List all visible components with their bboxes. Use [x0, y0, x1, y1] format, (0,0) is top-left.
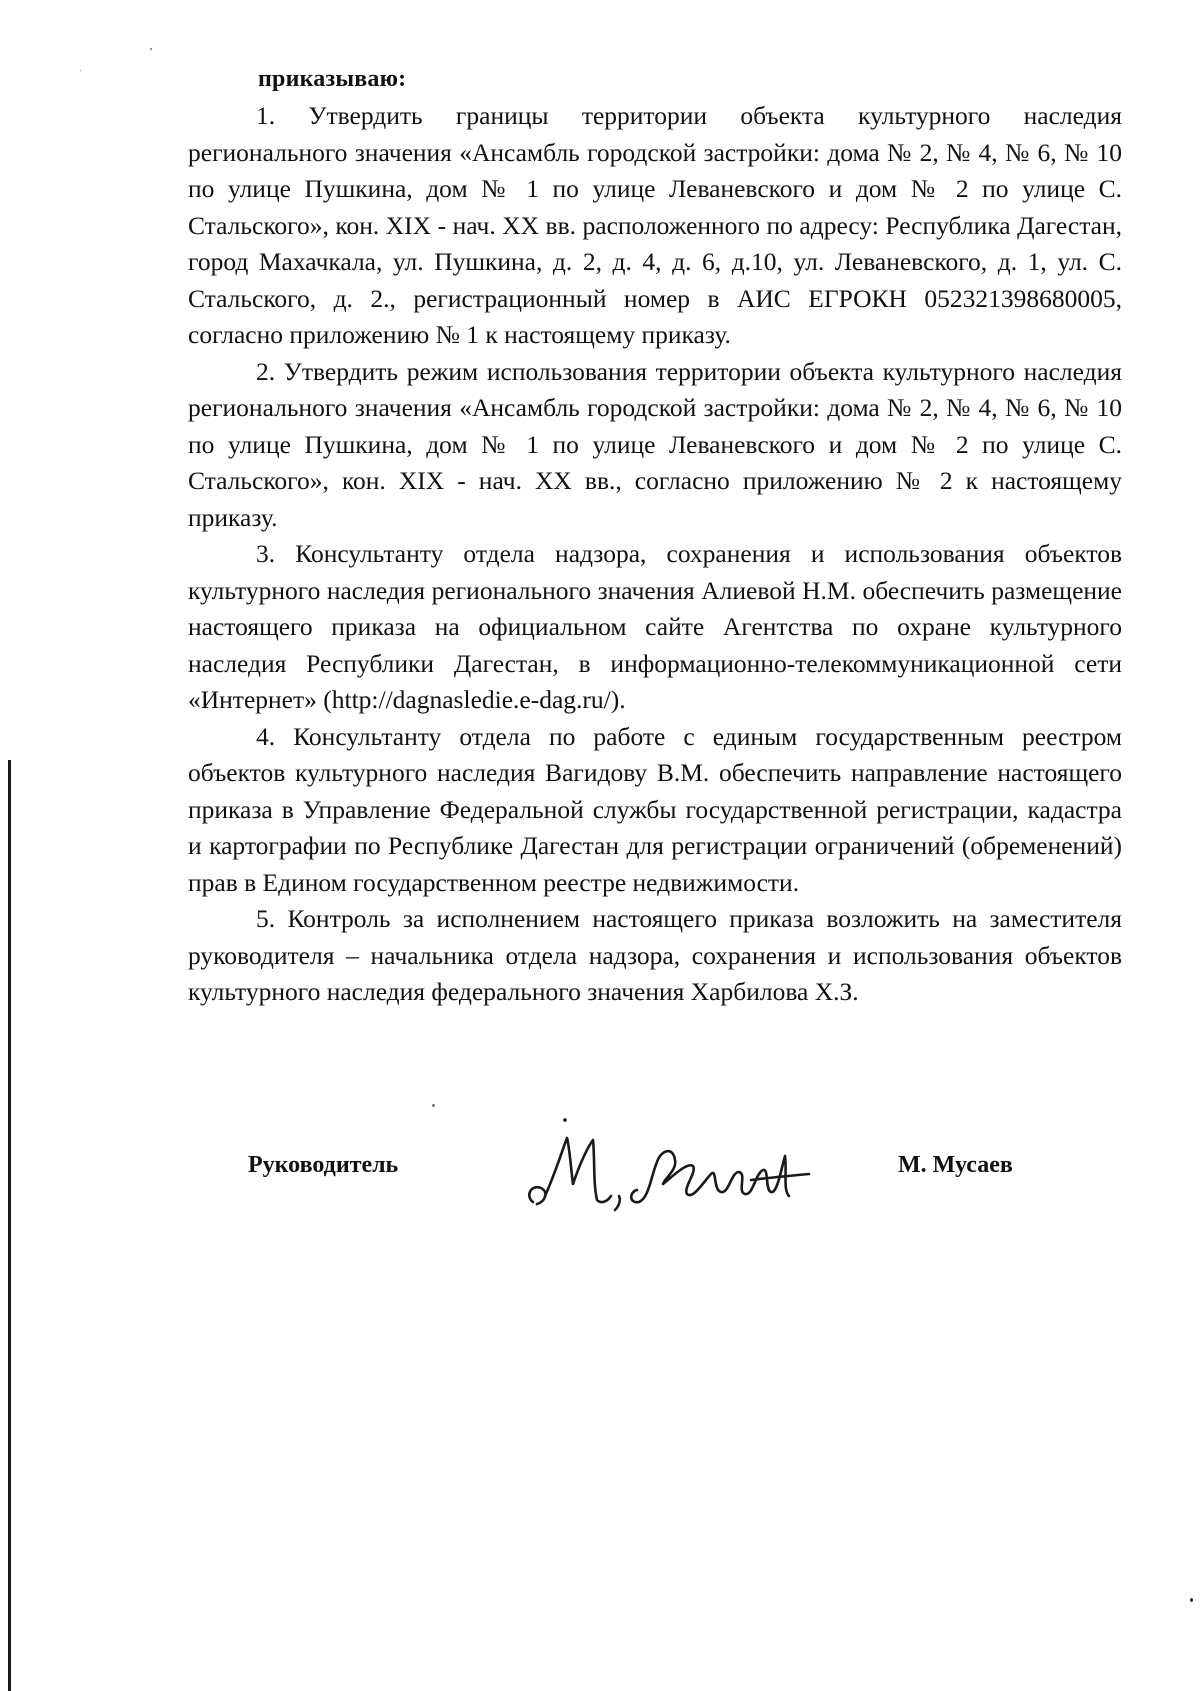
order-paragraph-3: 3. Консультанту отдела надзора, сохранения и использования объектов культурного наследия регионального значения Алиевой Н.М. обеспечить размещение настоящего приказа на официальном сайте Агентства по охране культурного наследия Республики Дагестан, в информационно-телекоммуникационной сети «Интернет» (http://dagnasledie.e-dag.ru/). — [188, 539, 1122, 714]
order-paragraph-4: 4. Консультанту отдела по работе с единым государственным реестром объектов культурного наследия Вагидову В.М. обеспечить направление настоящего приказа в Управление Федеральной службы государственной регистрации, кадастра и картографии по Республике Дагестан для регистрации ограничений (обременений) прав в Едином государственном реестре недвижимости. — [188, 721, 1122, 897]
signer-position: Руководитель — [248, 1152, 399, 1178]
scan-speck — [1190, 1598, 1193, 1602]
order-paragraph-2: 2. Утвердить режим использования территории объекта культурного наследия регионального значения «Ансамбль городской застройки: дома № 2, № 4, № 6, № 10 по улице Пушкина, дом № 1 по улице Леваневского и дом № 2 по улице С. Стальского», кон. XIX - нач. XX вв., согласно приложению № 2 к настоящему приказу. — [188, 356, 1122, 532]
order-paragraph-5: 5. Контроль за исполнением настоящего приказа возложить на заместителя руководителя – начальника отдела надзора, сохранения и использования объектов культурного наследия федерального значения Харбилова Х.З. — [188, 904, 1122, 1006]
signature-block — [0, 1130, 1200, 1240]
handwritten-signature — [515, 1110, 815, 1220]
order-paragraph-1: 1. Утвердить границы территории объекта культурного наследия регионального значения «Ансамбль городской застройки: дома № 2, № 4, № 6, № 10 по улице Пушкина, дом № 1 по улице Леваневского и дом № 2 по улице С. Стальского», кон. XIX - нач. XX вв. расположенного по адресу: Республика Дагестан, город Махачкала, ул. Пушкина, д. 2, д. 4, д. 6, д.10, ул. Леваневского, д. 1, ул. С. Стальского, д. 2., регистрационный номер в АИС ЕГРОКН 052321398680005, согласно приложению № 1 к настоящему приказу. — [188, 101, 1122, 349]
order-heading: приказываю: — [258, 66, 407, 92]
scan-speck — [432, 1104, 435, 1107]
signer-name: М. Мусаев — [898, 1152, 1013, 1178]
order-body — [188, 98, 1122, 1011]
scan-speck — [80, 70, 81, 71]
scan-speck — [150, 48, 152, 50]
